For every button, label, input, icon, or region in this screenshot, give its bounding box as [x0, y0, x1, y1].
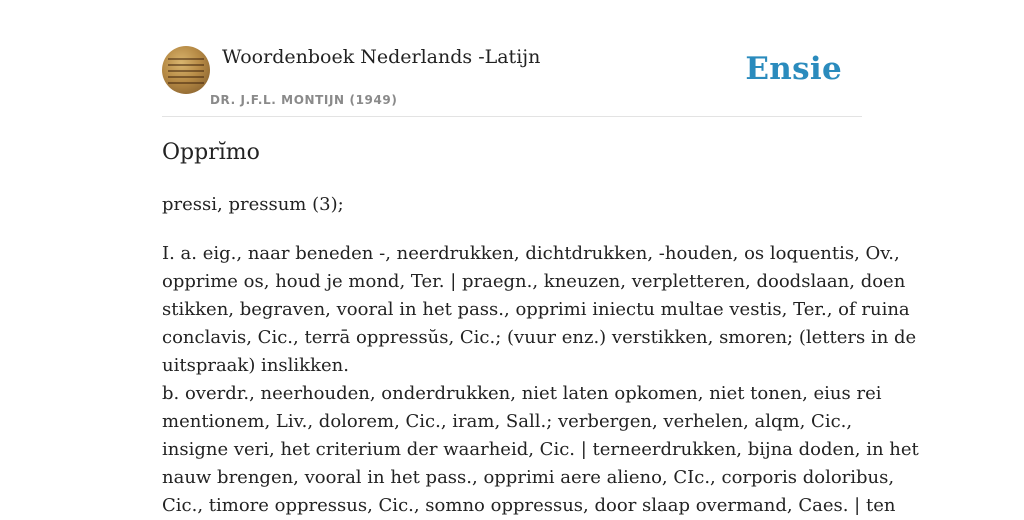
definition-line: I. a. eig., naar beneden -, neerdrukken, dichtdrukken, -houden, os loquentis, Ov., — [162, 243, 900, 264]
book-title[interactable]: Woordenboek Nederlands -Latijn — [222, 46, 541, 68]
definition-line: nauw brengen, vooral in het pass., opprimi aere alieno, CIc., corporis doloribus, — [162, 467, 895, 488]
book-author: DR. J.F.L. MONTIJN (1949) — [210, 93, 398, 107]
definition-line: uitspraak) inslikken. — [162, 355, 349, 376]
definition-line: Cic., timore oppressus, Cic., somno oppressus, door slaap overmand, Caes. | ten — [162, 495, 896, 516]
entry-forms: pressi, pressum (3); — [162, 194, 344, 215]
dictionary-header — [162, 46, 862, 117]
definition-line: conclavis, Cic., terrā oppressŭs, Cic.; (vuur enz.) verstikken, smoren; (letters in de — [162, 327, 917, 348]
definition-line: opprime os, houd je mond, Ter. | praegn., kneuzen, verpletteren, doodslaan, doen — [162, 271, 906, 292]
definition-line: mentionem, Liv., dolorem, Cic., iram, Sall.; verbergen, verhelen, alqm, Cic., — [162, 411, 853, 432]
ensie-brand-link[interactable]: Ensie — [745, 51, 842, 87]
entry-definition — [162, 240, 919, 520]
coin-logo-icon[interactable] — [162, 46, 210, 94]
entry-headword: Opprĭmo — [162, 140, 260, 165]
definition-line: stikken, begraven, vooral in het pass., opprimi iniectu multae vestis, Ter., of ruina — [162, 299, 910, 320]
definition-line: insigne veri, het criterium der waarheid, Cic. | terneerdrukken, bijna doden, in het — [162, 439, 919, 460]
definition-line: b. overdr., neerhouden, onderdrukken, niet laten opkomen, niet tonen, eius rei — [162, 383, 882, 404]
